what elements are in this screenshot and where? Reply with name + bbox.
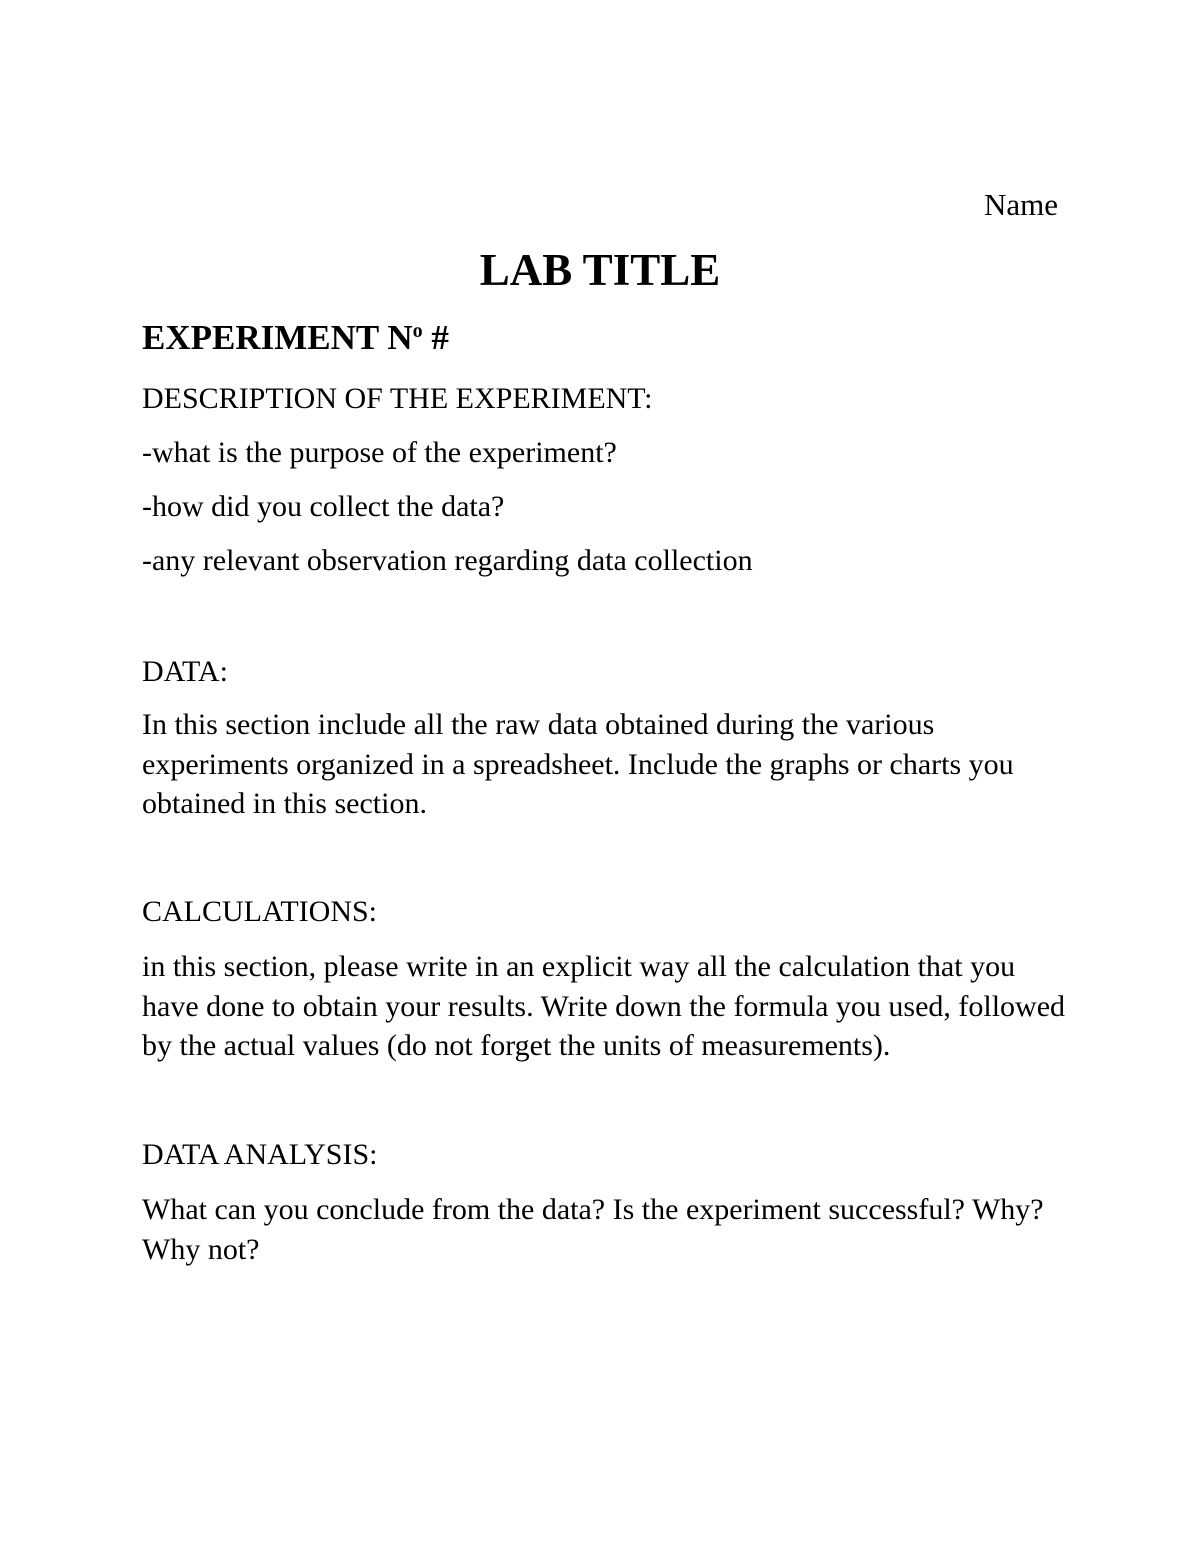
experiment-suffix: # (422, 318, 449, 357)
experiment-number-superscript: o (412, 320, 423, 342)
analysis-heading: DATA ANALYSIS: (142, 1138, 378, 1171)
name-label: Name (983, 187, 1058, 222)
calculations-body: in this section, please write in an explicit way all the calculation that you have done to obtain your results. Write down the formula you used, followed by the actual values (do not forget the units of measurements). (142, 950, 1066, 1062)
analysis-body: What can you conclude from the data? Is the experiment successful? Why? Why not? (142, 1193, 1044, 1266)
lab-title: LAB TITLE (479, 245, 721, 295)
description-item-purpose: -what is the purpose of the experiment? (142, 436, 617, 469)
calculations-heading: CALCULATIONS: (142, 895, 378, 928)
experiment-heading (142, 316, 1072, 360)
description-heading: DESCRIPTION OF THE EXPERIMENT: (142, 382, 653, 415)
data-body: In this section include all the raw data obtained during the various experiments organized in a spreadsheet. Include the graphs or charts you obtained in this section. (142, 708, 1014, 820)
description-item-collection: -how did you collect the data? (142, 490, 505, 523)
description-item-observation: -any relevant observation regarding data collection (142, 544, 753, 577)
data-heading: DATA: (142, 655, 228, 688)
experiment-prefix: EXPERIMENT N (142, 318, 413, 357)
